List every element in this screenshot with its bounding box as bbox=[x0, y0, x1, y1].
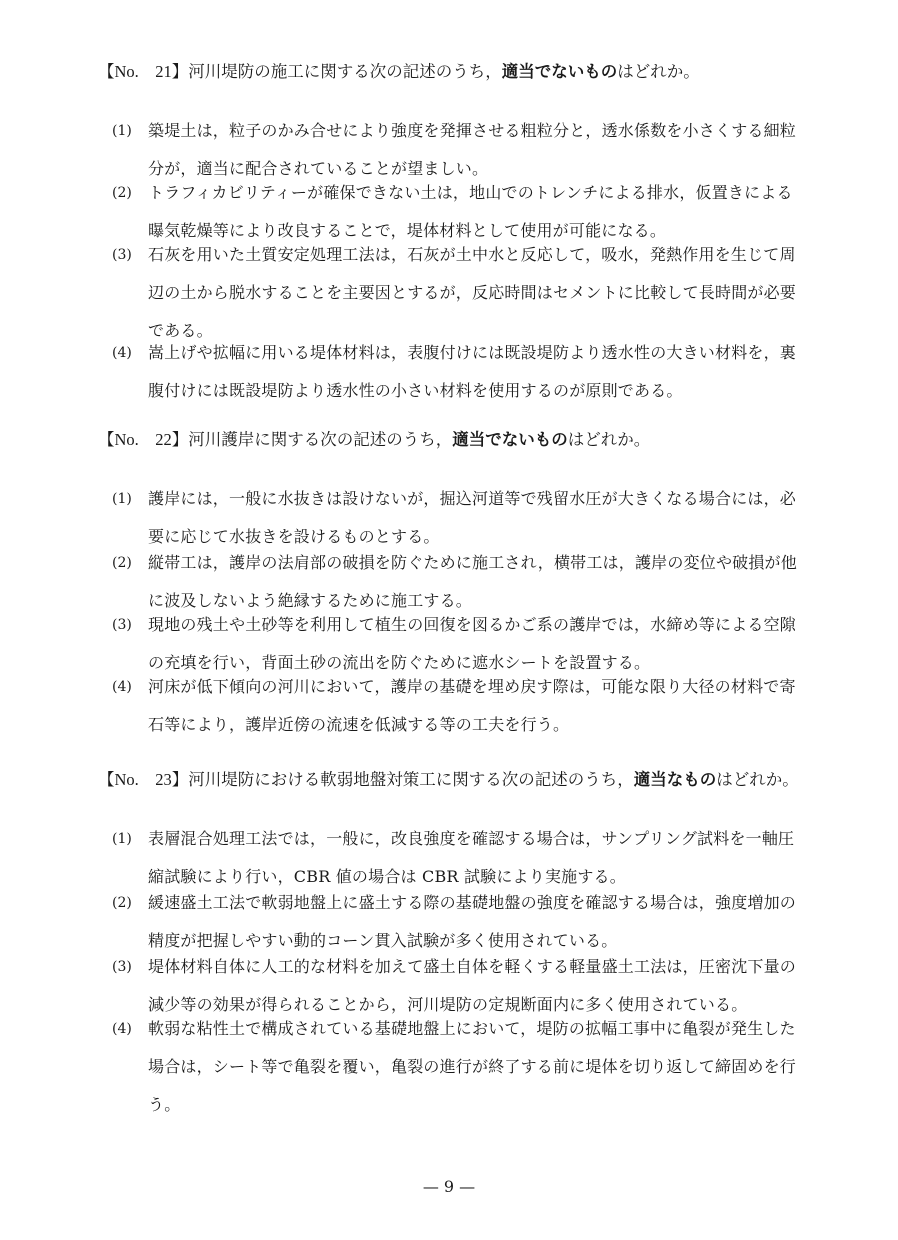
option-text: 緩速盛土工法で軟弱地盤上に盛土する際の基礎地盤の強度を確認する場合は，強度増加の精度が把握しやすい動的コーン貫入試験が多く使用されている。 bbox=[148, 893, 797, 950]
option-text: 石灰を用いた土質安定処理工法は，石灰が土中水と反応して，吸水，発熱作用を生じて周辺の土から脱水することを主要因とするが，反応時間はセメントに比較して長時間が必要である。 bbox=[148, 245, 797, 340]
option-number: (4) bbox=[112, 345, 132, 361]
option-number: (1) bbox=[112, 491, 132, 507]
question-emphasis: 適当でないもの bbox=[501, 62, 618, 81]
question-emphasis: 適当でないもの bbox=[452, 430, 568, 449]
option-number: (4) bbox=[112, 1021, 132, 1037]
option-number: (1) bbox=[112, 123, 132, 139]
question-number: 【No. 21】 bbox=[98, 62, 189, 81]
option-text: 表層混合処理工法では，一般に，改良強度を確認する場合は，サンプリング試料を一軸圧縮試験により行い，CBR 値の場合は CBR 試験により実施する。 bbox=[148, 829, 795, 886]
option-number: (2) bbox=[112, 185, 132, 201]
option-text: 護岸には，一般に水抜きは設けないが，掘込河道等で残留水圧が大きくなる場合には，必要に応じて水抜きを設けるものとする。 bbox=[148, 489, 797, 546]
option-text: 縦帯工は，護岸の法肩部の破損を防ぐために施工され，横帯工は，護岸の変位や破損が他に波及しないよう絶縁するために施工する。 bbox=[148, 553, 797, 610]
option-number: (4) bbox=[112, 679, 132, 695]
question-emphasis: 適当なもの bbox=[633, 770, 717, 789]
question-22-header bbox=[98, 428, 818, 452]
page-number: — 9 — bbox=[422, 1177, 476, 1196]
option-text: 築堤土は，粒子のかみ合せにより強度を発揮させる粗粒分と，透水係数を小さくする細粒分が，適当に配合されていることが望ましい。 bbox=[148, 121, 797, 178]
question-stem: 河川堤防における軟弱地盤対策工に関する次の記述のうち， bbox=[188, 770, 634, 789]
question-21-header bbox=[98, 60, 818, 84]
question-number: 【No. 23】 bbox=[98, 770, 189, 789]
option-text: トラフィカビリティーが確保できない土は，地山でのトレンチによる排水，仮置きによる曝気乾燥等により改良することで，堤体材料として使用が可能になる。 bbox=[148, 183, 793, 240]
question-stem: 河川護岸に関する次の記述のうち， bbox=[188, 430, 453, 449]
question-stem-end: はどれか。 bbox=[567, 430, 651, 449]
question-stem-end: はどれか。 bbox=[617, 62, 700, 81]
option-number: (2) bbox=[112, 895, 132, 911]
option-text: 堤体材料自体に人工的な材料を加えて盛土自体を軽くする軽量盛土工法は，圧密沈下量の減少等の効果が得られることから，河川堤防の定規断面内に多く使用されている。 bbox=[148, 957, 797, 1014]
option-text: 河床が低下傾向の河川において，護岸の基礎を埋め戻す際は，可能な限り大径の材料で寄石等により，護岸近傍の流速を低減する等の工夫を行う。 bbox=[148, 677, 796, 734]
option-number: (3) bbox=[112, 617, 132, 633]
question-stem-end: はどれか。 bbox=[716, 770, 799, 789]
option-text: 現地の残土や土砂等を利用して植生の回復を図るかご系の護岸では，水締め等による空隙の充填を行い，背面土砂の流出を防ぐために遮水シートを設置する。 bbox=[148, 615, 797, 672]
option-number: (3) bbox=[112, 959, 132, 975]
question-stem: 河川堤防の施工に関する次の記述のうち， bbox=[188, 62, 502, 81]
option-text: 嵩上げや拡幅に用いる堤体材料は，表腹付けには既設堤防より透水性の大きい材料を，裏腹付けには既設堤防より透水性の小さい材料を使用するのが原則である。 bbox=[148, 343, 797, 400]
option-number: (1) bbox=[112, 831, 132, 847]
option-text: 軟弱な粘性土で構成されている基礎地盤上において，堤防の拡幅工事中に亀裂が発生した場合は，シート等で亀裂を覆い，亀裂の進行が終了する前に堤体を切り返して締固めを行う。 bbox=[148, 1019, 797, 1114]
option-number: (3) bbox=[112, 247, 132, 263]
question-23-header bbox=[98, 768, 818, 792]
option-number: (2) bbox=[112, 555, 132, 571]
question-number: 【No. 22】 bbox=[98, 430, 189, 449]
